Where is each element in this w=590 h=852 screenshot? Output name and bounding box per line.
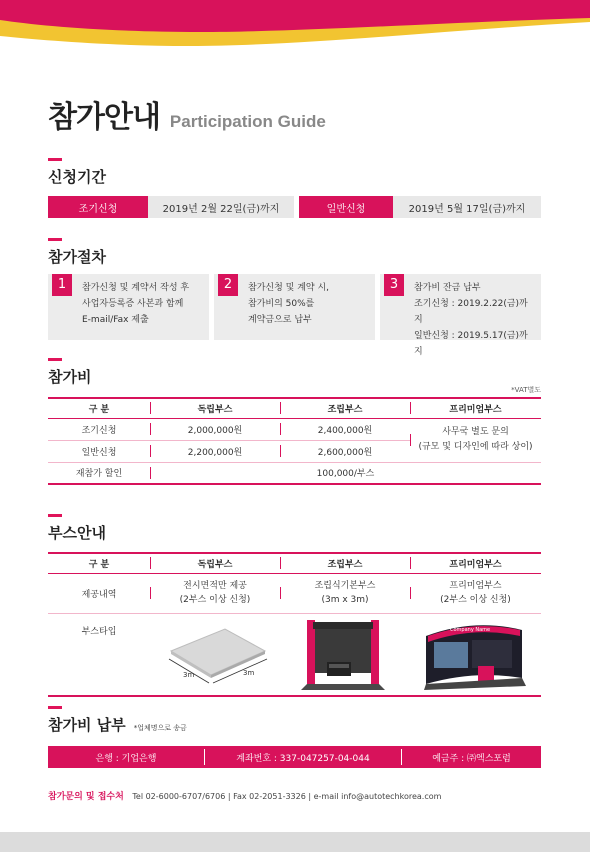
contact-label: 참가문의 및 접수처 xyxy=(48,792,124,802)
table-row xyxy=(48,573,541,613)
procedure-steps xyxy=(48,274,541,357)
section-title: 신청기간 xyxy=(48,168,106,186)
payment-bank: 은행 : 기업은행 xyxy=(95,753,157,764)
step-number: 3 xyxy=(384,274,404,296)
table-row xyxy=(48,462,541,484)
vat-note: *VAT별도 xyxy=(511,386,541,394)
contact-line xyxy=(48,789,441,802)
fee-assembled: 2,600,000원 xyxy=(280,440,410,462)
step-line: 계약금으로 납부 xyxy=(248,315,312,325)
provide-premium xyxy=(410,573,541,613)
page-title-row xyxy=(48,92,326,136)
regular-apply-date: 2019년 5월 17일(금)까지 xyxy=(393,196,541,218)
fee-independent: 2,200,000원 xyxy=(150,440,280,462)
booth-type-premium xyxy=(410,613,541,696)
regular-apply-label: 일반신청 xyxy=(299,196,393,218)
provide-line: 조립식기본부스 xyxy=(314,581,376,591)
step-number: 2 xyxy=(218,274,238,296)
page-subtitle: Participation Guide xyxy=(169,112,326,131)
row-label: 재참가 할인 xyxy=(48,462,150,484)
section-accent-bar xyxy=(48,514,62,517)
provide-line: 프리미엄부스 xyxy=(449,581,502,591)
fee-premium-note xyxy=(410,418,541,462)
provide-independent xyxy=(150,573,280,613)
section-booth-heading xyxy=(48,514,106,543)
early-apply-label: 조기신청 xyxy=(48,196,148,218)
booth-table xyxy=(48,552,541,697)
col-header: 조립부스 xyxy=(280,553,410,573)
dimension-label: 3m xyxy=(243,668,255,677)
schedule-row xyxy=(48,196,541,218)
col-header: 독립부스 xyxy=(150,553,280,573)
fee-assembled: 2,400,000원 xyxy=(280,418,410,440)
section-payment-heading xyxy=(48,706,187,735)
row-label: 일반신청 xyxy=(48,440,150,462)
provide-line: 전시면적만 제공 xyxy=(183,581,247,591)
section-title: 참가절차 xyxy=(48,248,106,266)
procedure-step-2 xyxy=(214,274,375,340)
provide-line: (3m x 3m) xyxy=(321,595,369,605)
row-label: 제공내역 xyxy=(48,573,150,613)
provide-line: (2부스 이상 신청) xyxy=(179,595,251,605)
step-line: 참가신청 및 계약 시, xyxy=(248,283,329,293)
section-procedure-heading xyxy=(48,238,106,267)
procedure-step-1 xyxy=(48,274,209,340)
payment-holder: 예금주 : ㈜엑스포럼 xyxy=(432,753,511,764)
section-accent-bar xyxy=(48,706,62,709)
booth-type-assembled xyxy=(280,613,410,696)
step-line: E-mail/Fax 제출 xyxy=(82,315,149,325)
section-accent-bar xyxy=(48,158,62,161)
premium-note-line: 사무국 별도 문의 xyxy=(442,427,509,437)
provide-assembled xyxy=(280,573,410,613)
step-line: 참가비 잔금 납부 xyxy=(414,283,481,293)
step-line: 참가신청 및 계약서 작성 후 xyxy=(82,283,190,293)
section-fee-heading xyxy=(48,358,91,387)
independent-booth-image xyxy=(153,615,277,691)
contact-info: Tel 02-6000-6707/6706 | Fax 02-2051-3326 | e-mail info@autotechkorea.com xyxy=(132,792,442,801)
rejoin-discount-value: 100,000/부스 xyxy=(150,462,541,484)
step-line: 조기신청 : 2019.2.22(금)까지 xyxy=(414,299,528,325)
row-label: 조기신청 xyxy=(48,418,150,440)
col-header: 프리미엄부스 xyxy=(410,553,541,573)
section-accent-bar xyxy=(48,238,62,241)
section-accent-bar xyxy=(48,358,62,361)
fee-table xyxy=(48,397,541,485)
fee-independent: 2,000,000원 xyxy=(150,418,280,440)
dimension-label: 3m xyxy=(183,670,195,679)
section-schedule-heading xyxy=(48,158,106,187)
payment-account: 계좌번호 : 337-047257-04-044 xyxy=(236,753,370,764)
page-title: 참가안내 xyxy=(48,100,160,135)
header-band xyxy=(0,0,590,48)
provide-line: (2부스 이상 신청) xyxy=(440,595,511,605)
col-header: 프리미엄부스 xyxy=(410,398,541,418)
col-header: 구 분 xyxy=(48,553,150,573)
booth-type-independent xyxy=(150,613,280,696)
fee-table-header xyxy=(48,398,541,418)
assembled-booth-image xyxy=(283,614,407,692)
step-line: 일반신청 : 2019.5.17(금)까지 xyxy=(414,331,528,357)
booth-table-header xyxy=(48,553,541,573)
procedure-step-3 xyxy=(380,274,541,357)
early-apply-date: 2019년 2월 22일(금)까지 xyxy=(148,196,294,218)
section-title: 부스안내 xyxy=(48,524,106,542)
section-title: 참가비 xyxy=(48,368,92,386)
footer-band xyxy=(0,832,590,852)
payment-note: *업체명으로 송금 xyxy=(133,724,187,732)
col-header: 독립부스 xyxy=(150,398,280,418)
premium-booth-image xyxy=(414,614,538,692)
step-number: 1 xyxy=(52,274,72,296)
booth-sign-text: Company Name xyxy=(449,626,490,633)
col-header: 조립부스 xyxy=(280,398,410,418)
premium-note-line: (규모 및 디자인에 따라 상이) xyxy=(418,442,533,452)
table-row xyxy=(48,418,541,440)
step-line: 참가비의 50%를 xyxy=(248,299,315,309)
payment-bar xyxy=(48,746,541,768)
step-line: 사업자등록증 사본과 함께 xyxy=(82,299,184,309)
header-wave-graphic xyxy=(0,0,590,48)
table-row xyxy=(48,613,541,696)
section-title: 참가비 납부 xyxy=(48,716,126,734)
col-header: 구 분 xyxy=(48,398,150,418)
row-label: 부스타입 xyxy=(48,613,150,696)
